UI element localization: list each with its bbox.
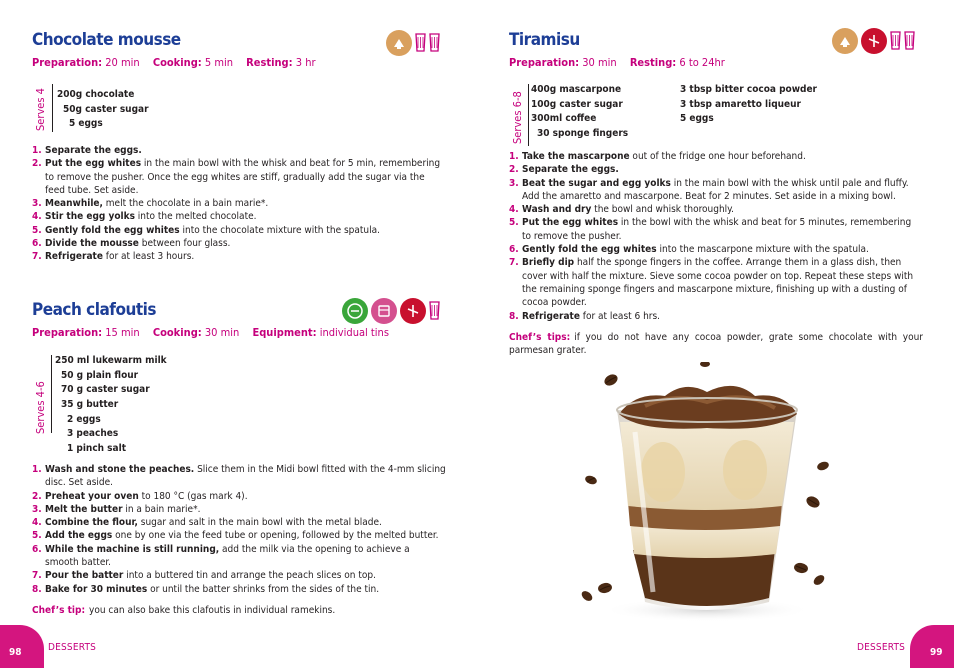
mousse-serves: Serves 4 — [34, 88, 47, 131]
tiramisu-serves: Serves 6-8 — [511, 91, 524, 144]
tiramisu-tip — [509, 331, 923, 358]
ingredient: 100g caster sugar — [531, 98, 623, 110]
metal-blade-icon — [400, 298, 426, 324]
step: 3. Beat the sugar and egg yolks in the main bowl with the whisk until pale and fluffy. Add the amaretto and mascarpone. Beat for 2 minutes. Set aside in a mixing bowl. — [509, 177, 909, 202]
step: 4. Stir the egg yolks into the melted chocolate. — [32, 211, 257, 223]
meta-label: Equipment: — [252, 326, 317, 339]
meta-value: 5 min — [204, 56, 233, 69]
step: 3. Meanwhile, melt the chocolate in a bain marie*. — [32, 198, 269, 210]
step: 2. Preheat your oven to 180 °C (gas mark 4). — [32, 490, 248, 502]
ingredient: 5 eggs — [680, 113, 714, 125]
meta-value: 30 min — [204, 326, 240, 339]
meta-label: Preparation: — [32, 56, 103, 69]
mixer-icon — [386, 30, 412, 56]
step: 8. Refrigerate for at least 6 hrs. — [509, 310, 661, 322]
ingredient: 400g mascarpone — [531, 84, 622, 95]
step: 1. Separate the eggs. — [32, 145, 142, 156]
section-footer: DESSERTS — [48, 642, 97, 653]
tiramisu-icons — [832, 28, 915, 54]
clafoutis-title: Peach clafoutis — [32, 300, 157, 320]
blade-icon — [861, 28, 887, 54]
ingredient: 30 sponge fingers — [537, 128, 629, 140]
meta-value: 15 min — [105, 326, 140, 339]
whisk-glass-icon — [904, 29, 915, 53]
mousse-ingredients — [57, 88, 149, 132]
meta-label: Preparation: — [32, 326, 103, 339]
clafoutis-tip — [32, 604, 446, 617]
mousse-meta — [32, 56, 326, 70]
ingredient: 70 g caster sugar — [61, 384, 150, 396]
mousse-icons — [386, 30, 440, 56]
tiramisu-title: Tiramisu — [509, 30, 580, 50]
mixer-icon — [832, 28, 858, 54]
whisk-glass-icon — [429, 31, 440, 55]
page-number: 99 — [930, 647, 943, 658]
page-number: 98 — [9, 647, 22, 658]
step: 7. Pour the batter into a buttered tin and arrange the peach slices on top. — [32, 570, 376, 582]
step: 1. Take the mascarpone out of the fridge one hour beforehand. — [509, 151, 806, 162]
clafoutis-icons — [342, 298, 440, 324]
meta-value: 6 to 24hr — [679, 56, 725, 69]
ingredient: 300ml coffee — [531, 113, 597, 125]
clafoutis-steps — [32, 463, 446, 596]
meta-value: 30 min — [582, 56, 617, 69]
step: 2. Separate the eggs. — [509, 164, 619, 176]
whisk-glass-icon — [415, 31, 426, 55]
tiramisu-steps — [509, 150, 923, 323]
clafoutis-ingredients — [55, 354, 167, 457]
step: 7. Briefly dip half the sponge fingers in the coffee. Arrange them in a glass dish, then cover with half the mixture. Sieve some cocoa powder on top. Repeat these steps with the remaining sponge fingers and mascarpone mixture, finishing up with a dusting of cocoa powder. — [509, 257, 914, 309]
ingredient: 250 ml lukewarm milk — [55, 355, 167, 366]
tiramisu-glass-photo — [575, 362, 835, 624]
meta-label: Cooking: — [152, 56, 202, 69]
whisk-glass-icon — [429, 299, 440, 323]
slicing-disc-icon — [342, 298, 368, 324]
page-number-tab — [0, 625, 44, 668]
serves-divider — [52, 84, 53, 132]
step: 4. Combine the flour, sugar and salt in the main bowl with the metal blade. — [32, 517, 382, 529]
meta-label: Preparation: — [509, 56, 580, 69]
step: 6. While the machine is still running, add the milk via the opening to achieve a smooth batter. — [32, 543, 410, 569]
ingredient: 5 eggs — [69, 118, 103, 130]
meta-label: Resting: — [246, 56, 293, 69]
ingredient: 3 tbsp amaretto liqueur — [680, 98, 801, 110]
step: 3. Melt the butter in a bain marie*. — [32, 503, 201, 515]
ingredient: 2 eggs — [67, 413, 101, 425]
step: 1. Wash and stone the peaches. Slice them in the Midi bowl fitted with the 4-mm slicing disc. Set aside. — [32, 464, 446, 489]
ingredient: 1 pinch salt — [67, 443, 126, 455]
whisk-glass-icon — [890, 29, 901, 53]
step: 5. Put the egg whites in the bowl with the whisk and beat for 5 minutes, remembering to remove the pusher. — [509, 217, 912, 242]
tip-label: Chef’s tip: — [32, 605, 86, 616]
tip-label: Chef’s tips: — [509, 332, 571, 343]
ingredient: 50 g plain flour — [61, 369, 139, 381]
serves-divider — [51, 355, 52, 433]
step: 7. Refrigerate for at least 3 hours. — [32, 251, 195, 263]
tiramisu-meta — [509, 56, 735, 70]
meta-value: individual tins — [319, 326, 389, 339]
step: 8. Bake for 30 minutes or until the batter shrinks from the sides of the tin. — [32, 583, 380, 595]
ingredient: 3 peaches — [67, 428, 119, 440]
step: 2. Put the egg whites in the main bowl with the whisk and beat for 5 min, remembering to remove the pusher. Once the egg whites are stiff, gradually add the sugar via the feed tube. Set aside. — [32, 158, 441, 196]
step: 6. Divide the mousse between four glass. — [32, 238, 231, 250]
clafoutis-meta — [32, 326, 399, 340]
meta-value: 3 hr — [295, 56, 316, 69]
right-page — [477, 0, 954, 668]
ingredient: 3 tbsp bitter cocoa powder — [680, 84, 817, 95]
tiramisu-ingredients-col1 — [531, 83, 628, 142]
mousse-title: Chocolate mousse — [32, 30, 181, 50]
tiramisu-ingredients-col2 — [680, 83, 817, 127]
section-footer: DESSERTS — [857, 642, 906, 653]
step: 6. Gently fold the egg whites into the mascarpone mixture with the spatula. — [509, 244, 869, 256]
mousse-steps — [32, 144, 446, 264]
step: 5. Gently fold the egg whites into the chocolate mixture with the spatula. — [32, 224, 381, 236]
ingredient: 200g chocolate — [57, 89, 135, 100]
tip-text: you can also bake this clafoutis in individual ramekins. — [89, 605, 336, 616]
meta-label: Resting: — [629, 56, 677, 69]
ingredient: 35 g butter — [61, 399, 119, 411]
clafoutis-serves: Serves 4-6 — [34, 381, 47, 434]
step: 5. Add the eggs one by one via the feed tube or opening, followed by the melted butter. — [32, 530, 439, 542]
step: 4. Wash and dry the bowl and whisk thoroughly. — [509, 204, 734, 216]
meta-value: 20 min — [105, 56, 140, 69]
midi-bowl-icon — [371, 298, 397, 324]
serves-divider — [528, 84, 529, 146]
tip-text: if you do not have any cocoa powder, grate some chocolate with your parmesan grater. — [509, 332, 923, 357]
ingredient: 50g caster sugar — [63, 103, 149, 115]
meta-label: Cooking: — [152, 326, 202, 339]
